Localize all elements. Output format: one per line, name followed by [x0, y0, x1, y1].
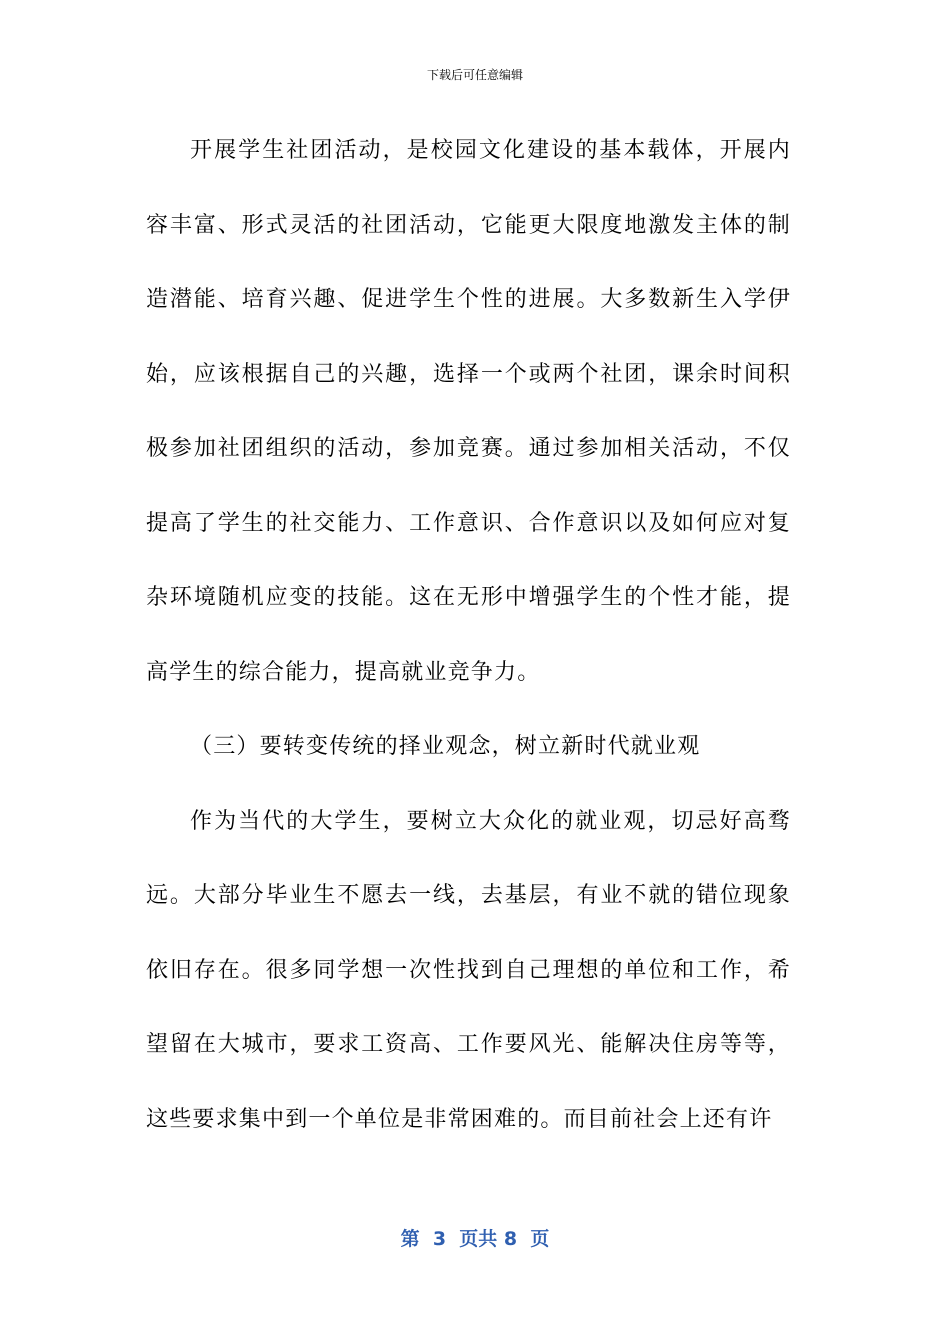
header-note: 下载后可任意编辑: [426, 68, 523, 82]
paragraph-club-activities: 开展学生社团活动，是校园文化建设的基本载体，开展内容丰富、形式灵活的社团活动，它能更大限度地激发主体的制造潜能、培育兴趣、促进学生个性的进展。大多数新生入学伊始，应该根据自己的兴趣，选择一个或两个社团，课余时间积极参加社团组织的活动，参加竞赛。通过参加相关活动，不仅提高了学生的社交能力、工作意识、合作意识以及如何应对复杂环境随机应变的技能。这在无形中增强学生的个性才能，提高学生的综合能力，提高就业竞争力。: [146, 138, 791, 685]
document-body: [146, 114, 791, 1157]
page-number-footer: 第 3 页共 8 页: [400, 1228, 550, 1250]
paragraph-employment-view: 作为当代的大学生，要树立大众化的就业观，切忌好高骛远。大部分毕业生不愿去一线，去基层，有业不就的错位现象依旧存在。很多同学想一次性找到自己理想的单位和工作，希望留在大城市，要求工资高、工作要风光、能解决住房等等，这些要求集中到一个单位是非常困难的。而目前社会上还有许: [146, 808, 791, 1132]
section-heading-employment-view: （三）要转变传统的择业观念，树立新时代就业观: [190, 734, 701, 759]
